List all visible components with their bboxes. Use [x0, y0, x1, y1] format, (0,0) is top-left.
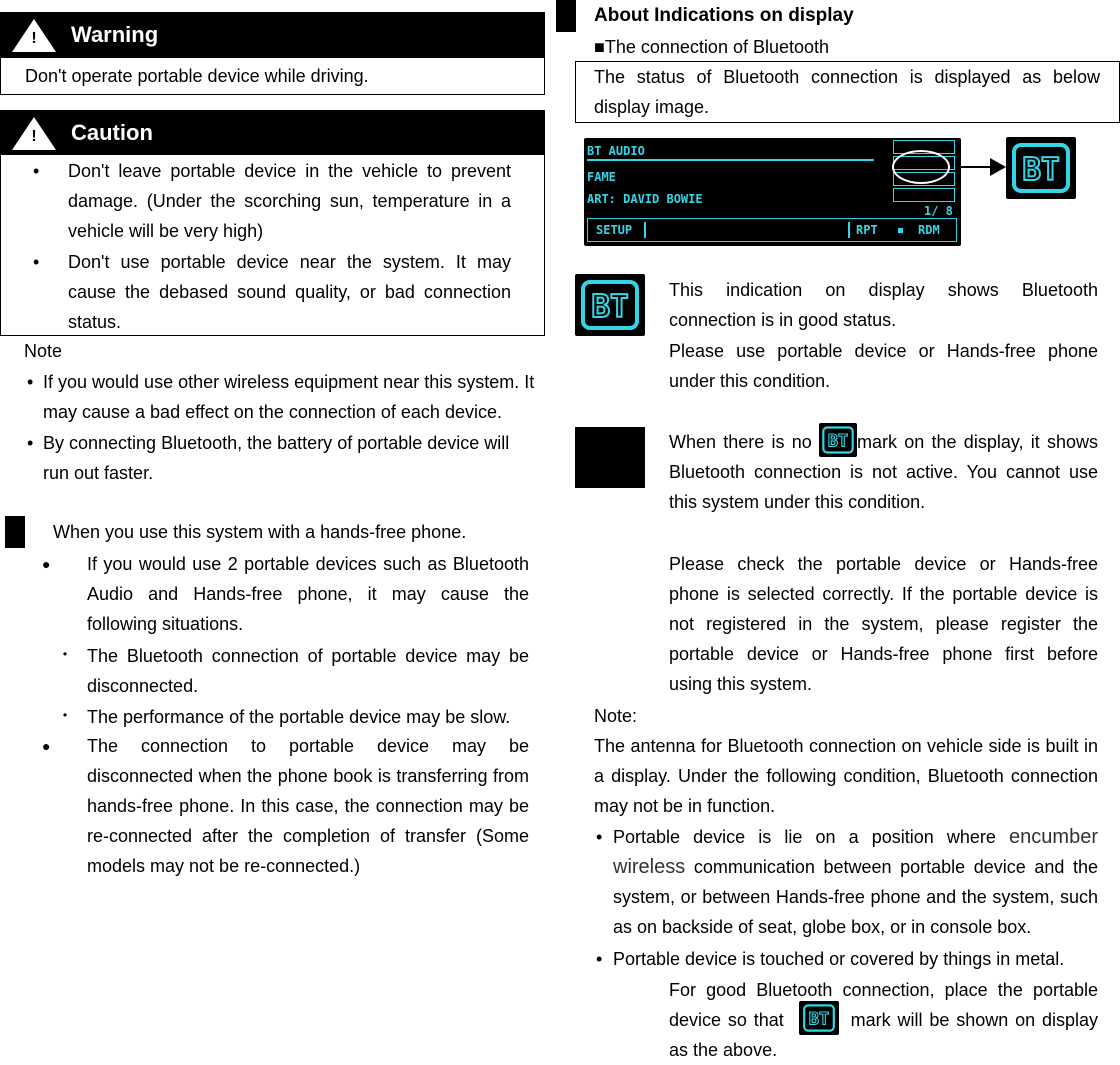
- bluetooth-icon: [1006, 137, 1076, 199]
- bullet-icon: •: [27, 372, 34, 392]
- no-bluetooth-icon: [575, 427, 645, 488]
- display-page: 1/ 8: [924, 204, 953, 218]
- display-rdm: RDM: [918, 223, 940, 237]
- caution-item-1: Don't leave portable device in the vehicle to prevent damage. (Under the scorching sun, temperature in a vehicle will be very high): [68, 161, 511, 241]
- check-text: Please check the portable device or Hands-free phone is selected correctly. If the portable device is not registered in the system, please register the portable device or Hands-free phone first before using this system.: [669, 554, 1098, 694]
- warning-header: [0, 12, 545, 57]
- status-box: [575, 61, 1120, 123]
- note-item-1: If you would use other wireless equipment near this system. It may cause a bad effect on the connection of each device.: [43, 372, 535, 422]
- good-status-text: This indication on display shows Bluetooth connection is in good status.: [669, 280, 1098, 330]
- no-mark-before: When there is no: [669, 432, 812, 452]
- status-box-text: The status of Bluetooth connection is displayed as below display image.: [594, 67, 1100, 117]
- handsfree-heading: When you use this system with a hands-free phone.: [53, 522, 467, 542]
- display-line-1: BT AUDIO: [587, 144, 645, 158]
- bullet-icon: ●: [42, 738, 51, 754]
- handsfree-sub-2: The performance of the portable device may be slow.: [87, 707, 511, 727]
- bluetooth-icon: [575, 274, 645, 336]
- warning-box: [0, 57, 545, 95]
- svg-text:BT: BT: [808, 1009, 829, 1030]
- display-line-3: ART: DAVID BOWIE: [587, 192, 703, 206]
- note-label: Note: [24, 341, 63, 361]
- svg-text:BT: BT: [827, 430, 849, 451]
- bullet-icon: ・: [56, 645, 74, 665]
- bullet-icon: •: [596, 949, 603, 969]
- warning-icon: !: [12, 19, 56, 52]
- handsfree-sub-1: The Bluetooth connection of portable device may be disconnected.: [87, 646, 529, 696]
- caution-box: [0, 154, 545, 336]
- bluetooth-icon: [819, 423, 857, 457]
- svg-text:BT: BT: [1022, 152, 1060, 188]
- final-text: For good Bluetooth connection, place the portable device so that BT mark will be shown on display as the above.: [669, 980, 1098, 1061]
- display-separator: [848, 222, 850, 238]
- display-setup: SETUP: [596, 223, 633, 237]
- caution-title: Caution: [71, 120, 153, 145]
- display-line-2: FAME: [587, 170, 616, 184]
- caution-header: [0, 110, 545, 155]
- right-note-text: The antenna for Bluetooth connection on vehicle side is built in a display. Under the following condition, Bluetooth connection may not be in function.: [594, 736, 1098, 816]
- caution-item-2: Don't use portable device near the system. It may cause the debased sound quality, or bad connection status.: [68, 252, 511, 332]
- bullet-icon: ・: [56, 706, 74, 726]
- right-note-label: Note:: [594, 706, 638, 726]
- warning-title: Warning: [71, 22, 159, 47]
- pointer-line: [958, 166, 994, 168]
- display-image: [584, 138, 961, 246]
- section-marker: [5, 516, 25, 548]
- no-mark-after: mark on the display, it shows Bluetooth connection is not active. You cannot use this system under this condition.: [669, 432, 1098, 513]
- display-icon-box: [893, 188, 955, 202]
- caution-icon: !: [12, 117, 56, 150]
- right-note-item-1: Portable device is lie on a position where encumber wireless communication between portable device and the system, or between Hands-free phone and the system, such as on backside of seat, globe box, or in console box.: [613, 826, 1098, 937]
- good-status-advice: Please use portable device or Hands-free phone under this condition.: [669, 341, 1098, 391]
- display-dot: [898, 228, 903, 233]
- svg-text:BT: BT: [591, 289, 629, 325]
- bt-highlight-ellipse: [892, 150, 950, 184]
- handsfree-item-2: The connection to portable device may be disconnected when the phone book is transferring from hands-free phone. In this case, the connection may be re-connected after the completion of transfer (Some models may not be re-connected.): [87, 736, 529, 876]
- bullet-icon: •: [27, 433, 34, 453]
- warning-text: Don't operate portable device while driving.: [25, 66, 369, 86]
- bluetooth-icon: [799, 1001, 839, 1035]
- display-separator: [644, 222, 646, 238]
- display-rpt: RPT: [856, 223, 878, 237]
- bullet-icon: •: [33, 161, 40, 181]
- display-divider: [587, 159, 874, 161]
- note-item-2: By connecting Bluetooth, the battery of portable device will run out faster.: [43, 433, 510, 483]
- bullet-icon: •: [596, 827, 603, 847]
- arrow-head-icon: [990, 158, 1006, 176]
- right-note-item-2: Portable device is touched or covered by things in metal.: [613, 949, 1065, 969]
- handsfree-item-1: If you would use 2 portable devices such as Bluetooth Audio and Hands-free phone, it may cause the following situations.: [87, 554, 529, 634]
- display-bottom-bar: [587, 218, 957, 242]
- section-marker: [556, 0, 576, 32]
- right-subtitle: ■The connection of Bluetooth: [594, 37, 830, 57]
- bullet-icon: ●: [42, 556, 51, 572]
- no-mark-text: [669, 427, 1098, 517]
- bullet-icon: •: [33, 252, 40, 272]
- right-title: About Indications on display: [594, 5, 854, 26]
